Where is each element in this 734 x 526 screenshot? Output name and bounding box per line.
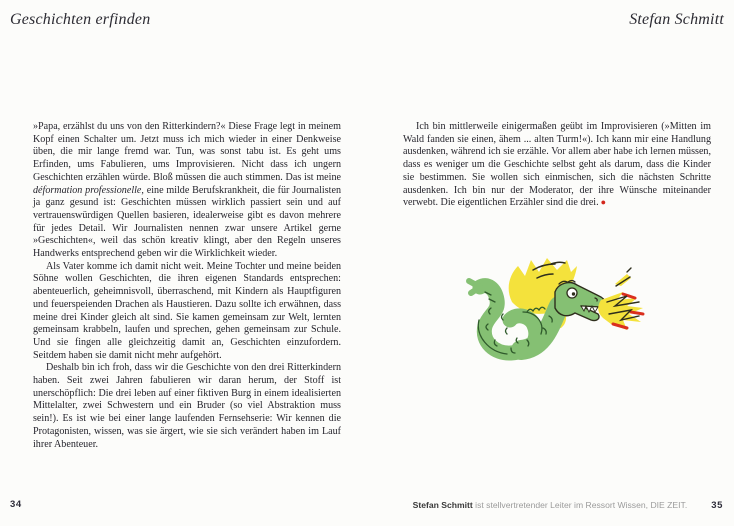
paragraph-text: , eine milde Berufskrankheit, die für Journalisten ja ganz gesund ist: Geschichten müssen wirklich passiert sein und auf vertrauenswürdigen Quellen basieren, idealerweise gibt es davon mehrere für jedes Detail. Wir Journalisten nennen zwar unsere Artikel gerne »Geschichten«, weil das schön kreativ klingt, aber den Regeln unseres Handwerks entsprechend geben wir die Wirklichkeit wieder. <box>33 184 341 260</box>
right-page-text <box>403 121 711 210</box>
footer-bio <box>413 500 688 510</box>
paragraph <box>403 121 711 210</box>
footer-author-name: Stefan Schmitt <box>412 500 473 510</box>
running-header-title: Geschichten erfinden <box>10 11 151 28</box>
page-number-left: 34 <box>10 499 22 510</box>
paragraph: Deshalb bin ich froh, dass wir die Geschichte von den drei Ritterkindern haben. Seit zwei Jahren fabulieren wir daran herum, der Stoff ist unerschöpflich: Die drei leben auf einer fiktiven Burg in einem idealisierten Mittelalter, zwei Schwestern und ein Bruder (so viel Abstraktion muss sein!). Es ist wie bei einer lange laufenden Fernsehserie: Wir kennen die Protagonisten, wissen, was sie ärgert, wie sie sich verändert haben im Lauf ihrer Abenteuer. <box>33 362 341 450</box>
footer-bio-text: ist stellvertretender Leiter im Ressort Wissen, DIE ZEIT. <box>472 500 688 510</box>
paragraph-text: Ich bin mittlerweile einigermaßen geübt im Improvisieren (»Mitten im Wald fanden sie einen, ähem ... alten Turm!«). Ich kann mir eine Handlung ausdenken, während ich sie erzähle. Vor allem aber habe ich lernen müssen, dass es weniger um die Geschichte selbst geht als darum, dass die Kinder sie bestimmen. Sie wollen sich einmischen, sich die nächsten Schritte ausdenken. Ich bin nur der Moderator, der ihre Wünsche miteinander verwebt. Die eigentlichen Erzähler sind die drei. <box>403 121 711 209</box>
dragon-head <box>555 281 605 321</box>
page-number-right: 35 <box>711 500 723 511</box>
dragon-teeth <box>581 306 598 312</box>
left-page-text <box>33 121 341 451</box>
paragraph: Als Vater komme ich damit nicht weit. Meine Tochter und meine beiden Söhne wollen Geschichten, die ihren eigenen Standards entsprechen: abenteuerlich, geheimnisvoll, überraschend, mit Kindern als Hauptfiguren und feuerspeienden Drachen als Haustieren. Dazu sollte ich erwähnen, dass meine drei Kinder gleich alt sind. Sie kamen gemeinsam zur Welt, lernten gemeinsam krabbeln, laufen und sprechen, gehen gemeinsam zur Schule. Und sie fingen alle gleichzeitig damit an, Geschichten einzufordern. Seitdem haben sie damit nicht mehr aufgehört. <box>33 260 341 361</box>
fire-breath <box>598 292 643 330</box>
paragraph-text: »Papa, erzählst du uns von den Ritterkindern?« Diese Frage legt in meinem Kopf einen Schalter um. Jetzt muss ich mich wieder in einer Denkweise üben, die mir lange fremd war. Tun, was sonst tabu ist. Es geht ums Erfinden, ums Fabulieren, ums Improvisieren. Nicht dass ich ungern Geschichten erzählen würde. Bloß müssen die auch stimmen. Das ist meine <box>33 121 341 183</box>
end-of-article-dot-icon: ● <box>600 197 607 208</box>
running-header-author: Stefan Schmitt <box>629 11 724 28</box>
spark-icon <box>615 268 631 286</box>
author-bio-footer <box>403 500 723 511</box>
italic-phrase: déformation professionelle <box>33 184 142 196</box>
paragraph <box>33 121 341 261</box>
dragon-illustration <box>455 250 665 375</box>
dragon-eye <box>567 288 577 298</box>
